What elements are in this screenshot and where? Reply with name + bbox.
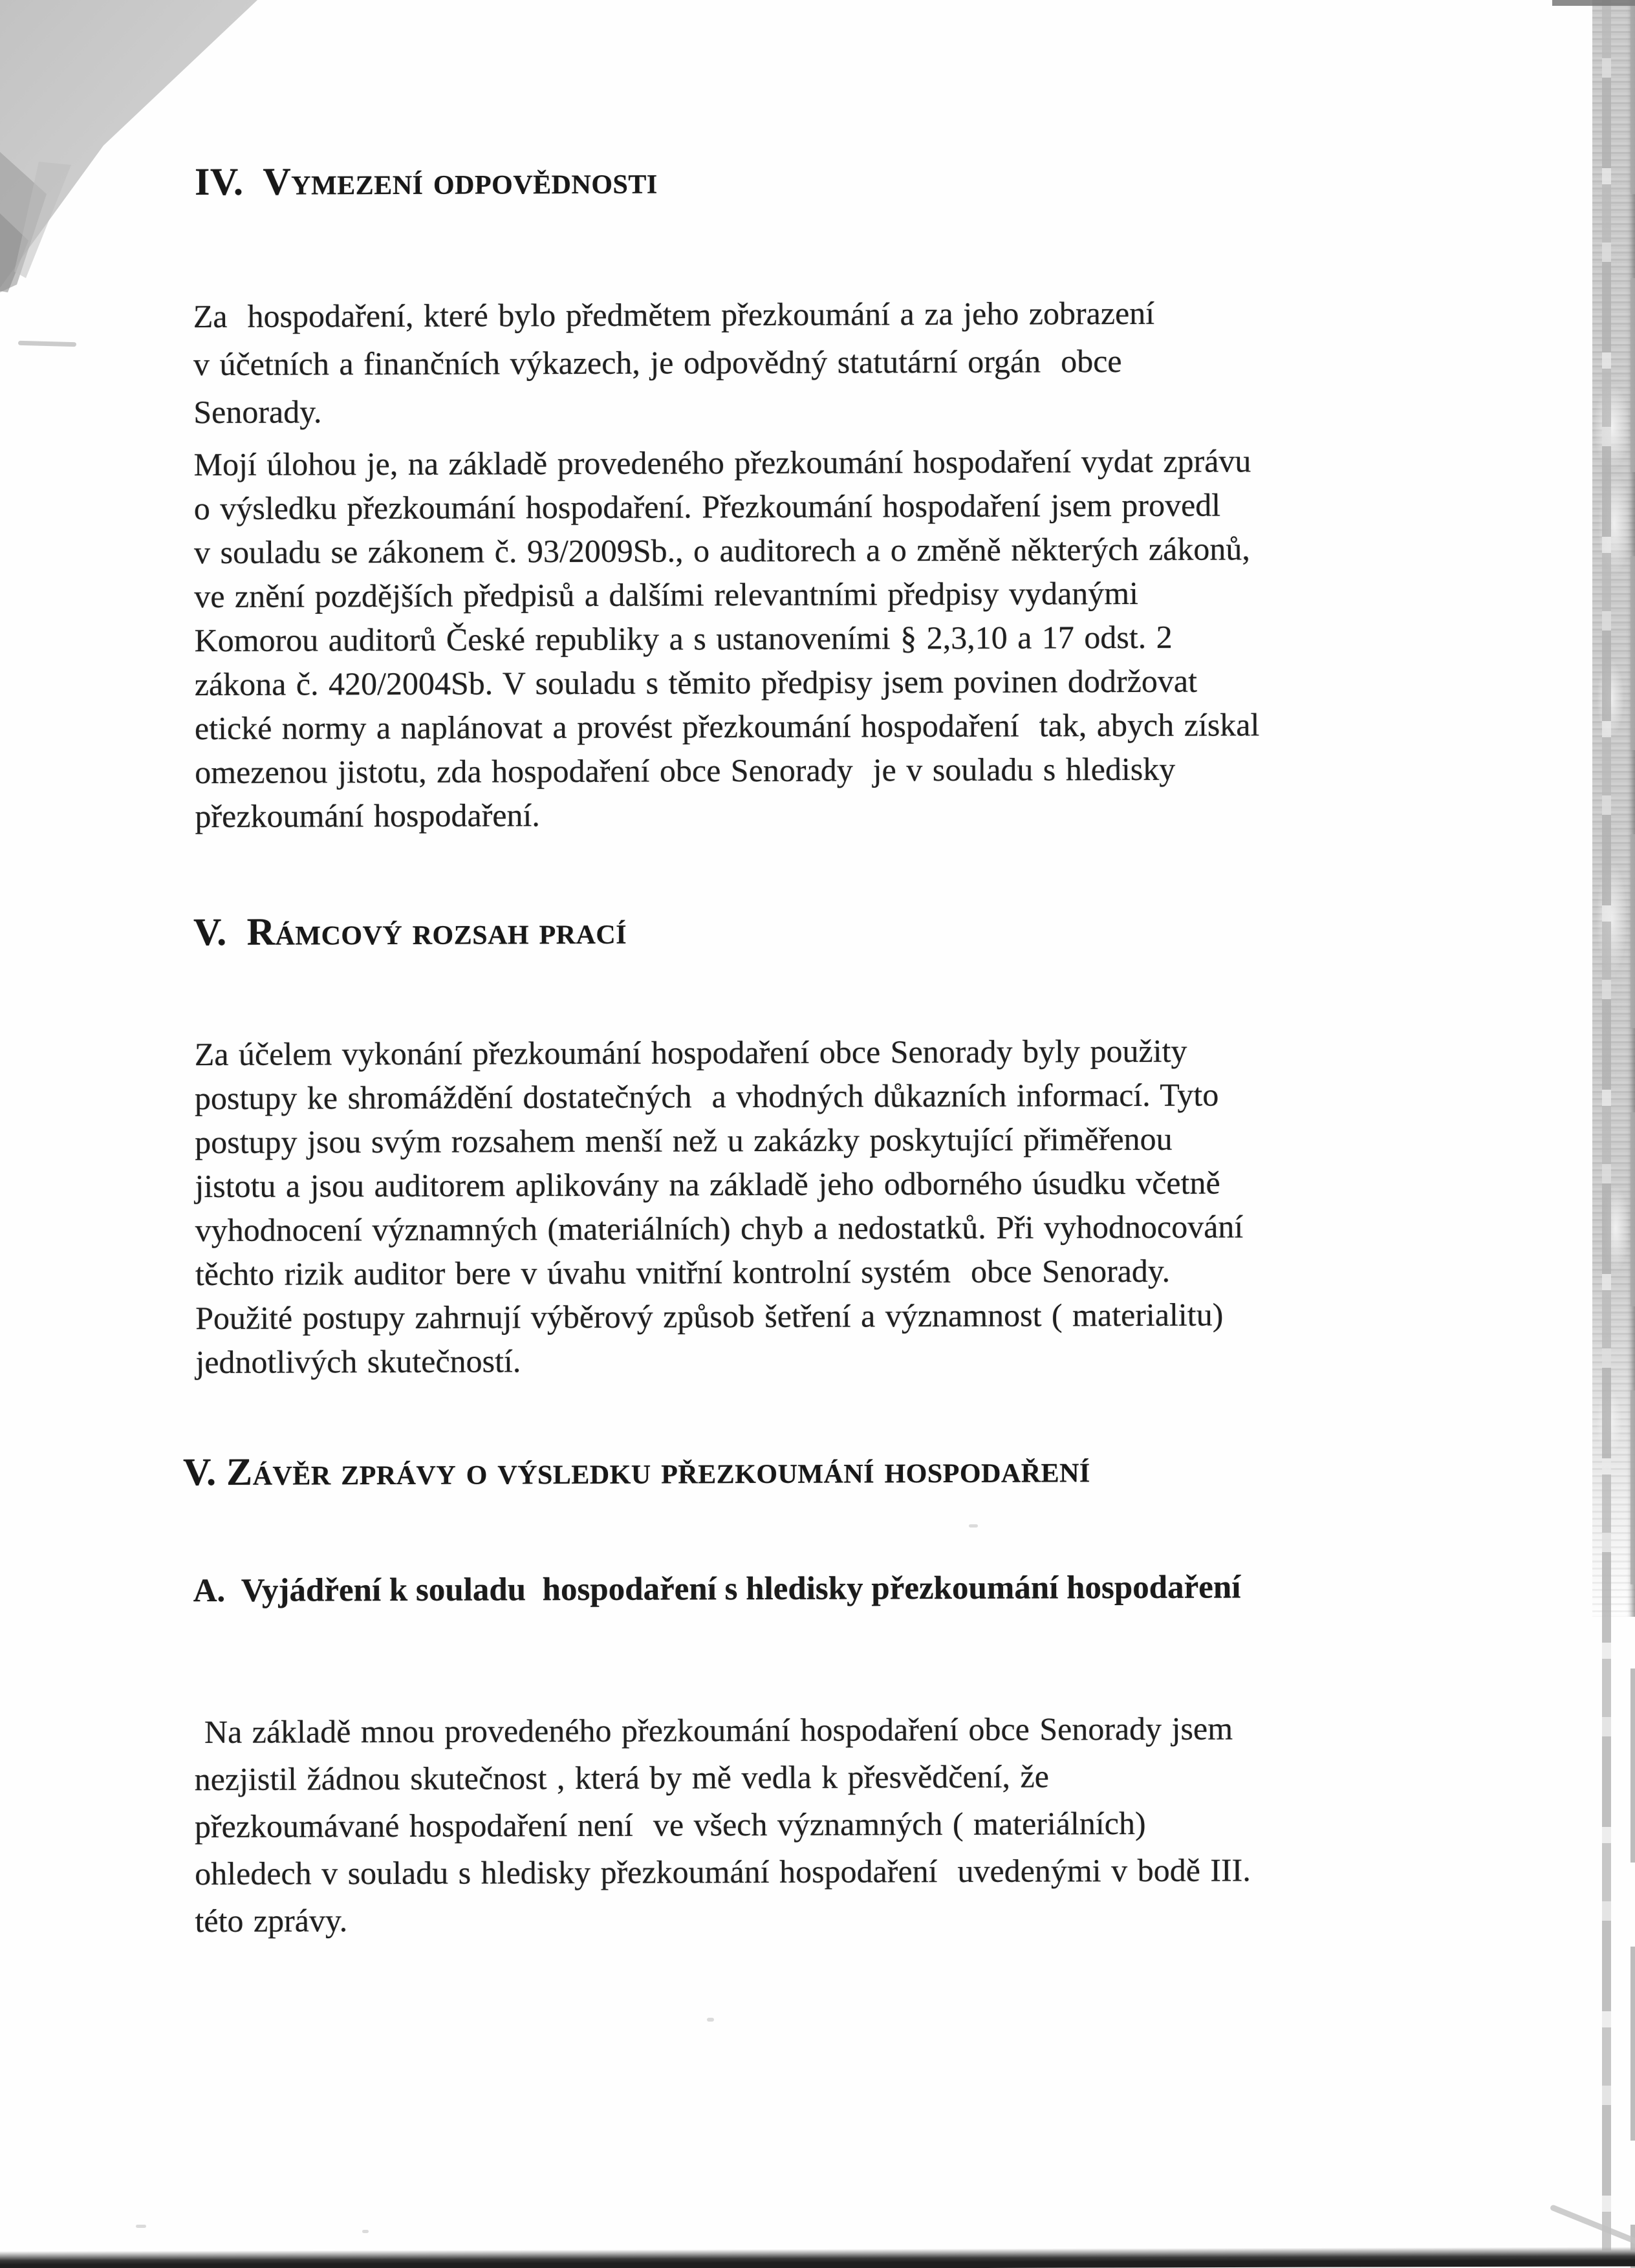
paragraph-conclusion-opinion: Na základě mnou provedeného přezkoumání hospodaření obce Senorady jsem nezjistil žádnou skutečnost , která by mě vedla k přesvědčení, že přezkoumávané hospodaření není ve všech významných ( materiálních) ohledech v souladu s hledisky přezkoumání hospodaření uvedenými v bodě III. této zprávy. [194, 1710, 1251, 1939]
paragraph-auditor-task: Mojí úlohou je, na základě provedeného přezkoumání hospodaření vydat zprávu o výsledku přezkoumání hospodaření. Přezkoumání hospodaření jsem provedl v souladu se zákonem č. 93/2009Sb., o auditorech a o změně některých zákonů, ve znění pozdějších předpisů a dalšími relevantními předpisy vydanými Komorou auditorů České republiky a s ustanoveními § 2,3,10 a 17 odst. 2 zákona č. 420/2004Sb. V souladu s těmito předpisy jsem povinen dodržovat etické normy a naplánovat a provést přezkoumání hospodaření tak, abych získal omezenou jistotu, zda hospodaření obce Senorady je v souladu s hledisky přezkoumání hospodaření. [193, 442, 1260, 835]
paragraph-responsibility-statement: Za hospodaření, které bylo předmětem přezkoumání a za jeho zobrazení v účetních a finančních výkazech, je odpovědný statutární orgán obce Senorady. [193, 294, 1155, 431]
subsection-heading-a-compliance-opinion: A. Vyjádření k souladu hospodaření s hledisky přezkoumání hospodaření [193, 1569, 1241, 1610]
paragraph-scope-of-work: Za účelem vykonání přezkoumání hospodaření obce Senorady byly použity postupy ke shromáždění dostatečných a vhodných důkazních informací. Tyto postupy jsou svým rozsahem menší než u zakázky poskytující přiměřenou jistotu a jsou auditorem aplikovány na základě jeho odborného úsudku včetně vyhodnocení významných (materiálních) chyb a nedostatků. Při vyhodnocování těchto rizik auditor bere v úvahu vnitřní kontrolní systém obce Senorady. Použité postupy zahrnují výběrový způsob šetření a významnost ( materialitu) jednotlivých skutečností. [194, 1032, 1244, 1381]
section-heading-iv-responsibility: IV. Vymezení odpovědnosti [194, 158, 658, 204]
section-heading-v-conclusion: V. Závěr zprávy o výsledku přezkoumání hospodaření [182, 1447, 1090, 1494]
section-heading-v-scope-of-work: V. Rámcový rozsah prací [193, 909, 627, 954]
